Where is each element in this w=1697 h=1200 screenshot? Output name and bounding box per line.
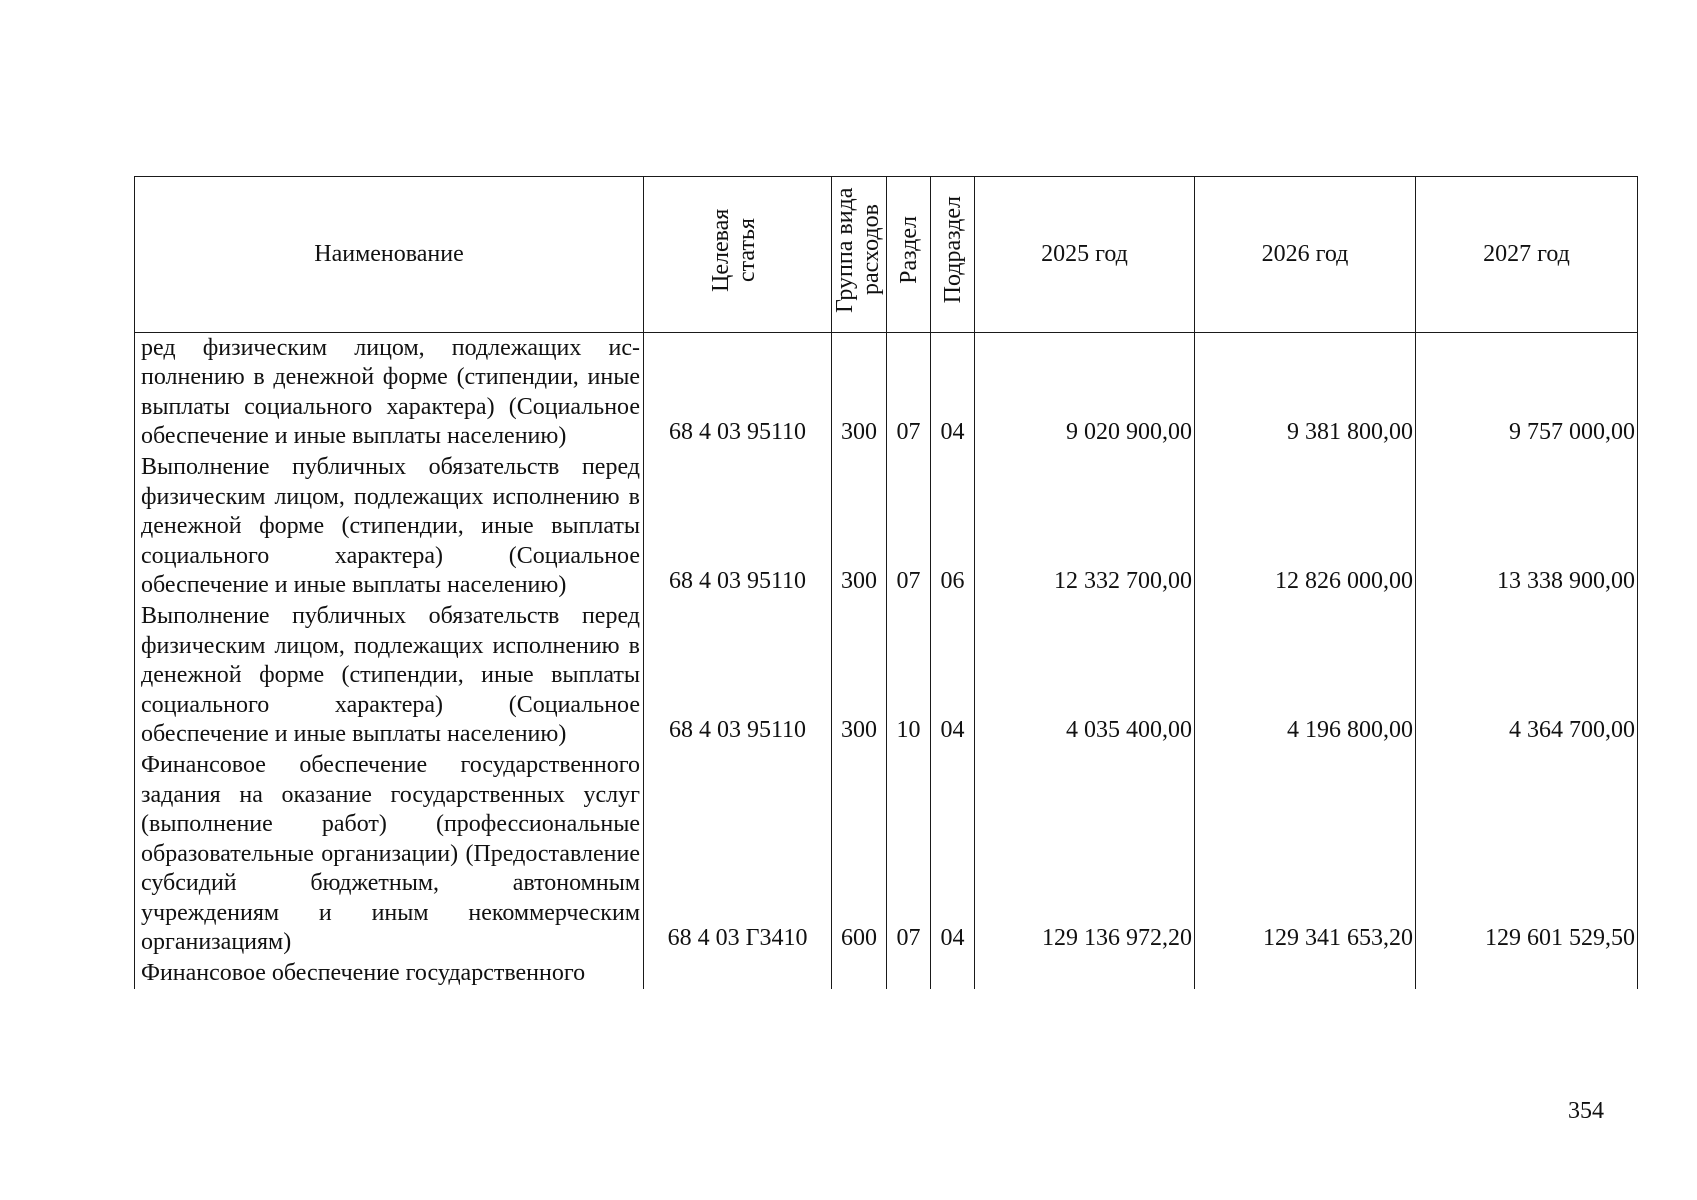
row-section: 07 (887, 332, 931, 452)
table-row (135, 332, 1638, 452)
row-2025: 9 020 900,00 (975, 332, 1195, 452)
row-target-article: 68 4 03 95110 (644, 452, 832, 601)
budget-table (134, 176, 1638, 989)
table-row (135, 452, 1638, 601)
row-subsection: 04 (931, 750, 975, 958)
row-2026: 129 341 653,20 (1195, 750, 1416, 958)
row-target-article: 68 4 03 95110 (644, 332, 832, 452)
row-2027: 13 338 900,00 (1416, 452, 1638, 601)
header-target-article: Целевая статья (644, 177, 832, 333)
row-target-article: 68 4 03 95110 (644, 601, 832, 750)
row-2027: 129 601 529,50 (1416, 750, 1638, 958)
row-subsection: 04 (931, 601, 975, 750)
row-expense-group: 300 (832, 601, 887, 750)
row-name: Финансовое обеспечение государственного (135, 958, 644, 989)
page-number: 354 (1568, 1098, 1604, 1124)
header-2025: 2025 год (975, 177, 1195, 333)
row-section: 10 (887, 601, 931, 750)
row-name: Выполнение публичных обязательств перед физическим лицом, подлежащих исполнению в денежной форме (стипендии, иные выплаты социального характера) (Социальное обеспечение и иные выплаты населению) (135, 452, 644, 601)
row-section: 07 (887, 452, 931, 601)
header-2027: 2027 год (1416, 177, 1638, 333)
header-section: Раздел (887, 177, 931, 333)
header-name: Наименование (135, 177, 644, 333)
row-expense-group: 600 (832, 750, 887, 958)
row-expense-group: 300 (832, 452, 887, 601)
header-2026: 2026 год (1195, 177, 1416, 333)
row-section: 07 (887, 750, 931, 958)
row-subsection: 04 (931, 332, 975, 452)
table-row (135, 750, 1638, 958)
row-2025: 12 332 700,00 (975, 452, 1195, 601)
row-name: Финансовое обеспечение государственного задания на оказание государственных услуг (выполнение работ) (профессиональные образовательные организации) (Предоставление субсидий бюджетным, автономным учреждениям и иным некоммерческим организациям) (135, 750, 644, 958)
table-row (135, 601, 1638, 750)
row-name: Выполнение публичных обязательств перед физическим лицом, подлежащих исполнению в денежной форме (стипендии, иные выплаты социального характера) (Социальное обеспечение и иные выплаты населению) (135, 601, 644, 750)
table-header-row (135, 177, 1638, 333)
row-2025: 4 035 400,00 (975, 601, 1195, 750)
row-expense-group: 300 (832, 332, 887, 452)
row-subsection: 06 (931, 452, 975, 601)
row-2026: 9 381 800,00 (1195, 332, 1416, 452)
header-expense-group: Группа вида расходов (832, 177, 887, 333)
row-target-article: 68 4 03 Г3410 (644, 750, 832, 958)
table-row-continued (135, 958, 1638, 989)
row-2026: 12 826 000,00 (1195, 452, 1416, 601)
row-2027: 9 757 000,00 (1416, 332, 1638, 452)
row-2027: 4 364 700,00 (1416, 601, 1638, 750)
row-2025: 129 136 972,20 (975, 750, 1195, 958)
row-2026: 4 196 800,00 (1195, 601, 1416, 750)
row-name: ред физическим лицом, подлежащих исполнению в денежной форме (стипендии, иные выплаты социального характера) (Социальное обеспечение и иные выплаты населению) (135, 332, 644, 452)
header-subsection: Подраздел (931, 177, 975, 333)
